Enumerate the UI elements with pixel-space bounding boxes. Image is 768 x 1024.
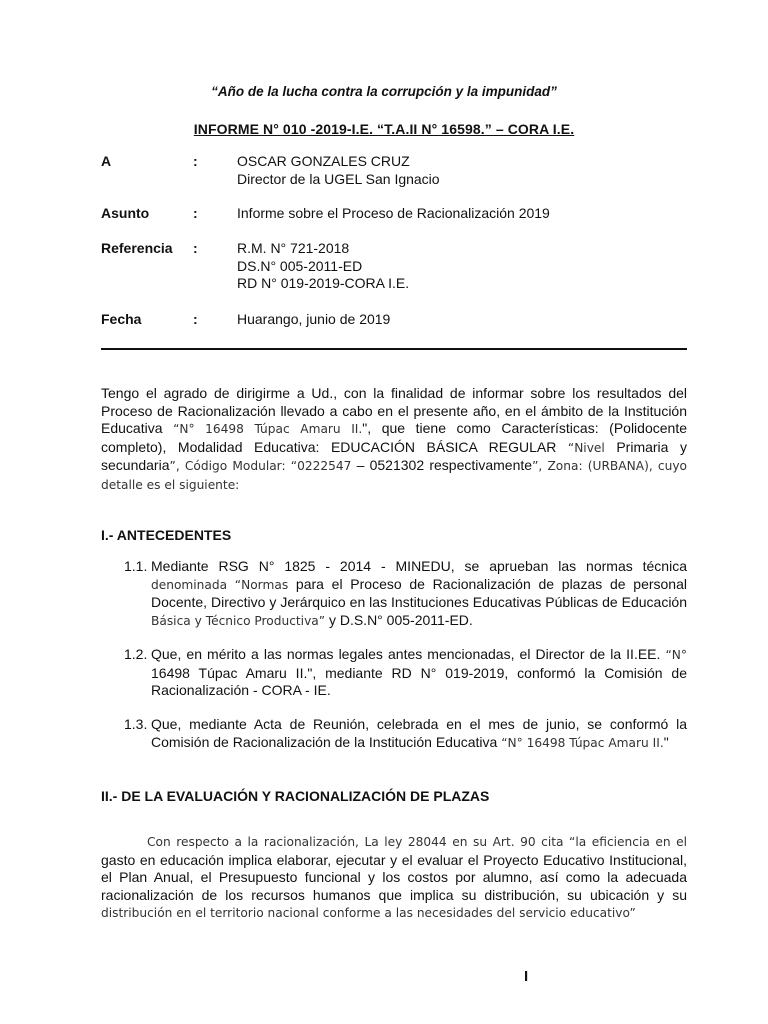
page-number: I (524, 968, 529, 985)
header-value (237, 153, 717, 188)
recipient-name: OSCAR GONZALES CRUZ (237, 153, 410, 169)
text-run: distribución en el territorio nacional conforme a las necesidades del servicio educativo” (101, 906, 636, 920)
text-run: “N° 16498 Túpac Amaru II. (173, 422, 363, 436)
section-heading-evaluacion: II.- DE LA EVALUACIÓN Y RACIONALIZACIÓN DE PLAZAS (101, 788, 490, 804)
reference-line: DS.N° 005-2011-ED (237, 257, 363, 274)
item-text (151, 716, 687, 752)
header-colon: : (193, 205, 198, 221)
text-run: Que, en mérito a las normas legales antes mencionadas, el Director de la II.EE. (151, 646, 666, 662)
text-run: 16498 Túpac Amaru II.", mediante RD N° 019-2019, conformó la Comisión de Racionalización - CORA - IE. (151, 664, 687, 698)
text-run: denominada “Normas (151, 577, 289, 592)
header-divider (101, 348, 687, 350)
header-value (237, 240, 717, 293)
racionalizacion-paragraph (101, 833, 687, 923)
item-number: 1.1. (124, 558, 148, 574)
text-run: Mediante RSG N° 1825 - 2014 - MINEDU, se aprueban las normas técnica (151, 558, 687, 574)
informe-title: INFORME N° 010 -2019-I.E. “T.A.II N° 16598.” – CORA I.E. (193, 121, 575, 137)
item-text (151, 646, 687, 700)
motto-line: “Año de la lucha contra la corrupción y la impunidad” (211, 84, 557, 99)
text-run: Básica y Técnico Productiva” (151, 613, 326, 628)
reference-line: RD N° 019-2019-CORA I.E. (237, 275, 410, 291)
text-run: ”, Zona: (URBANA), cuyo detalle es el siguiente: (101, 459, 687, 492)
header-value (237, 311, 717, 329)
text-run: Primaria y secundaria (101, 438, 688, 473)
text-run: “0222547 (290, 459, 352, 473)
date-text: Huarango, junio de 2019 (237, 311, 391, 327)
recipient-position: Director de la UGEL San Ignacio (237, 170, 440, 187)
item-number: 1.3. (124, 716, 148, 732)
text-run: ", que tiene como Características: (Polidocente completo), Modalidad Educativa: EDUCACIÓN BÁSICA REGULAR (101, 420, 687, 455)
list-item (124, 558, 687, 630)
item-number: 1.2. (124, 646, 148, 662)
header-label: Referencia (101, 240, 173, 256)
intro-paragraph (101, 385, 687, 494)
header-colon: : (193, 311, 198, 327)
text-run: Tengo el agrado de dirigirme a Ud., con la finalidad de informar sobre los resultados del Proceso de Racionalización llevado a cabo en el presente año, en el ámbito de la Institución Educativa (101, 385, 687, 436)
header-value (237, 205, 717, 223)
text-run: para el Proceso de Racionalización de plazas de personal Docente, Directivo y Jerárquico en las Instituciones Educativas Públicas de Educación (151, 575, 687, 610)
text-run: " (663, 733, 669, 750)
header-colon: : (193, 240, 198, 256)
text-run: y D.S.N° 005-2011-ED. (325, 611, 473, 628)
reference-line: R.M. N° 721-2018 (237, 240, 350, 256)
text-run: “Nivel (567, 440, 605, 455)
subject-text: Informe sobre el Proceso de Racionalización 2019 (237, 205, 550, 221)
text-run: ”, Código Modular: (169, 459, 291, 473)
list-item (124, 646, 687, 700)
section-heading-antecedentes: I.- ANTECEDENTES (101, 527, 232, 543)
text-run: Que, mediante Acta de Reunión, celebrada en el mes de junio, se conformó la Comisión de Racionalización de la Institución Educativa (151, 716, 687, 750)
header-label: Asunto (101, 205, 150, 221)
text-run: gasto en educación implica elaborar, ejecutar y el evaluar el Proyecto Educativo Institucional, el Plan Anual, el Presupuesto funcional y los costos por alumno, así como la adecuada racionalización de los recursos humanos que implica su distribución, su ubicación y su (101, 851, 687, 903)
item-text (151, 558, 687, 630)
text-run: “N° (665, 648, 687, 662)
text-run: “N° 16498 Túpac Amaru II. (501, 735, 664, 750)
header-label: A (101, 153, 112, 169)
header-colon: : (193, 153, 198, 169)
text-run: – 0521302 respectivamente (351, 457, 533, 473)
text-run: Con respecto a la racionalización, La ley 28044 en su Art. 90 cita “la eficiencia en el (147, 835, 687, 849)
header-label: Fecha (101, 311, 142, 327)
list-item (124, 716, 687, 752)
